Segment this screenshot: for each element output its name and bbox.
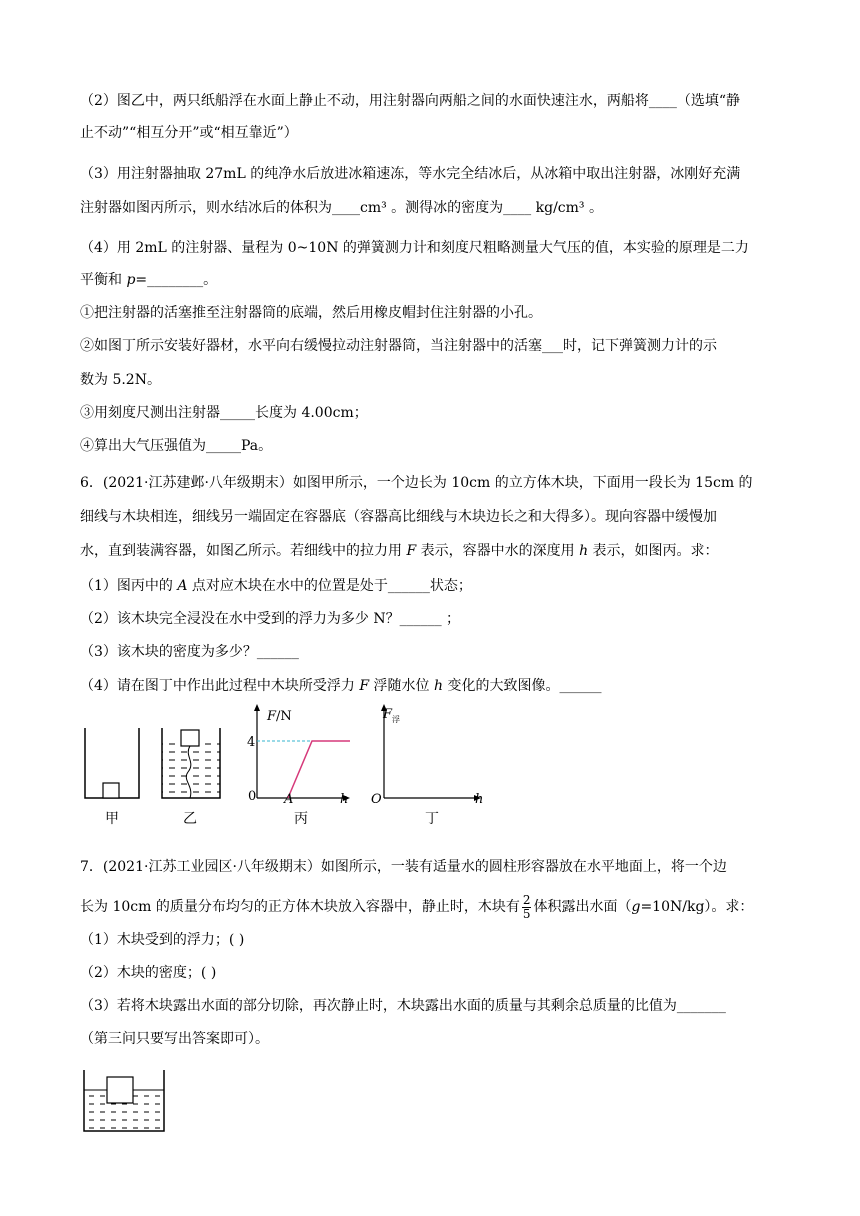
x-label-bing: h (340, 792, 349, 807)
caption-bing: 丙 (294, 811, 308, 827)
caption-ding: 丁 (425, 811, 439, 827)
q7-intro-line2: 长为 10cm 的质量分布均匀的正方体木块放入容器中，静止时，木块有 $\frac{2}{5}$ 体积露出水面（g=10N/kg）。求： (80, 892, 754, 921)
y-label-bing: F/N (267, 709, 292, 724)
wood-block-yi (181, 730, 199, 746)
q7-part2: （2）木块的密度；( ) (80, 965, 217, 981)
q5-step1: ①把注射器的活塞推至注射器筒的底端，然后用橡皮帽封住注射器的小孔。 (80, 305, 542, 321)
q5-step2-line1: ②如图丁所示安装好器材，水平向右缓慢拉动注射器筒，当注射器中的活塞___时，记下弹簧测力计的示 (80, 338, 717, 354)
caption-jia: 甲 (105, 811, 119, 827)
q7-intro-line1: 7．(2021·江苏工业园区·八年级期末）如图所示，一装有适量水的圆柱形容器放在水平地面上，将一个边 (80, 859, 727, 875)
y-label-ding: F (383, 707, 393, 722)
q7-part3-line1: （3）若将木块露出水面的部分切除，再次静止时，木块露出水面的质量与其剩余总质量的比值为_______ (80, 998, 726, 1014)
tension-line (288, 741, 350, 798)
point-A: A (284, 792, 294, 807)
water-yi (162, 738, 220, 798)
y-arrow-bing (254, 704, 260, 711)
q5-step2-line2: 数为 5.2N。 (80, 372, 161, 388)
y-tick-4: 4 (247, 735, 256, 750)
origin-ding: O (371, 792, 382, 807)
q6-part2: （2）该木块完全浸没在水中受到的浮力为多少 N？______ ； (80, 611, 461, 627)
q5-part3-line1: （3）用注射器抽取 27mL 的纯净水后放进冰箱速冻，等水完全结冰后，从冰箱中取出注射器，冰刚好充满 (80, 166, 741, 182)
graph-bing (247, 704, 350, 807)
origin-bing: 0 (248, 789, 257, 804)
wood-block-q7 (107, 1077, 133, 1103)
y-label-sub-ding: 浮 (392, 715, 400, 724)
q7-part3-line2: （第三问只要写出答案即可）。 (80, 1031, 269, 1047)
wood-block-jia (103, 783, 119, 798)
q6-figures (0, 700, 860, 830)
q5-step4: ④算出大气压强值为_____Pa。 (80, 438, 273, 454)
graph-ding (371, 704, 483, 807)
q6-intro-line3: 水，直到装满容器，如图乙所示。若细线中的拉力用 F 表示，容器中水的深度用 h 表示，如图丙。求： (80, 543, 719, 559)
q6-part4: （4）请在图丁中作出此过程中木块所受浮力 F 浮随水位 h 变化的大致图像。______ (80, 678, 602, 694)
q5-part2-line2: 止不动”“相互分开”或“相互靠近”） (80, 125, 298, 141)
q6-intro-line2: 细线与木块相连，细线另一端固定在容器底（容器高比细线与木块边长之和大得多）。现向容器中缓慢加 (80, 509, 717, 525)
q6-part1: （1）图丙中的 A 点对应木块在水中的位置是处于______状态； (80, 578, 472, 594)
q5-part2-line1: （2）图乙中，两只纸船浮在水面上静止不动，用注射器向两船之间的水面快速注水，两船将____（选填“静 (80, 93, 741, 109)
q5-part4-line1: （4）用 2mL 的注射器、量程为 0~10N 的弹簧测力计和刻度尺粗略测量大气压的值，本实验的原理是二力 (80, 240, 749, 256)
caption-yi: 乙 (183, 811, 197, 827)
figure-jia (85, 728, 139, 798)
q6-part3: （3）该木块的密度为多少？______ (80, 644, 299, 660)
figure-yi (162, 728, 220, 798)
q5-part3-line2: 注射器如图丙所示，则水结冰后的体积为____cm³ 。测得冰的密度为____ kg/cm³ 。 (80, 200, 603, 216)
q7-figure (0, 1060, 220, 1140)
x-label-ding: h (475, 792, 484, 807)
q5-step3: ③用刻度尺测出注射器_____长度为 4.00cm； (80, 405, 368, 421)
q7-part1: （1）木块受到的浮力；( ) (80, 932, 245, 948)
q5-part4-line2: 平衡和 p=________。 (80, 272, 218, 288)
fraction-two-fifths: $\frac{2}{5}$ (522, 892, 531, 921)
q6-intro-line1: 6．(2021·江苏建邺·八年级期末）如图甲所示，一个边长为 10cm 的立方体木块，下面用一段长为 15cm 的 (80, 475, 753, 491)
